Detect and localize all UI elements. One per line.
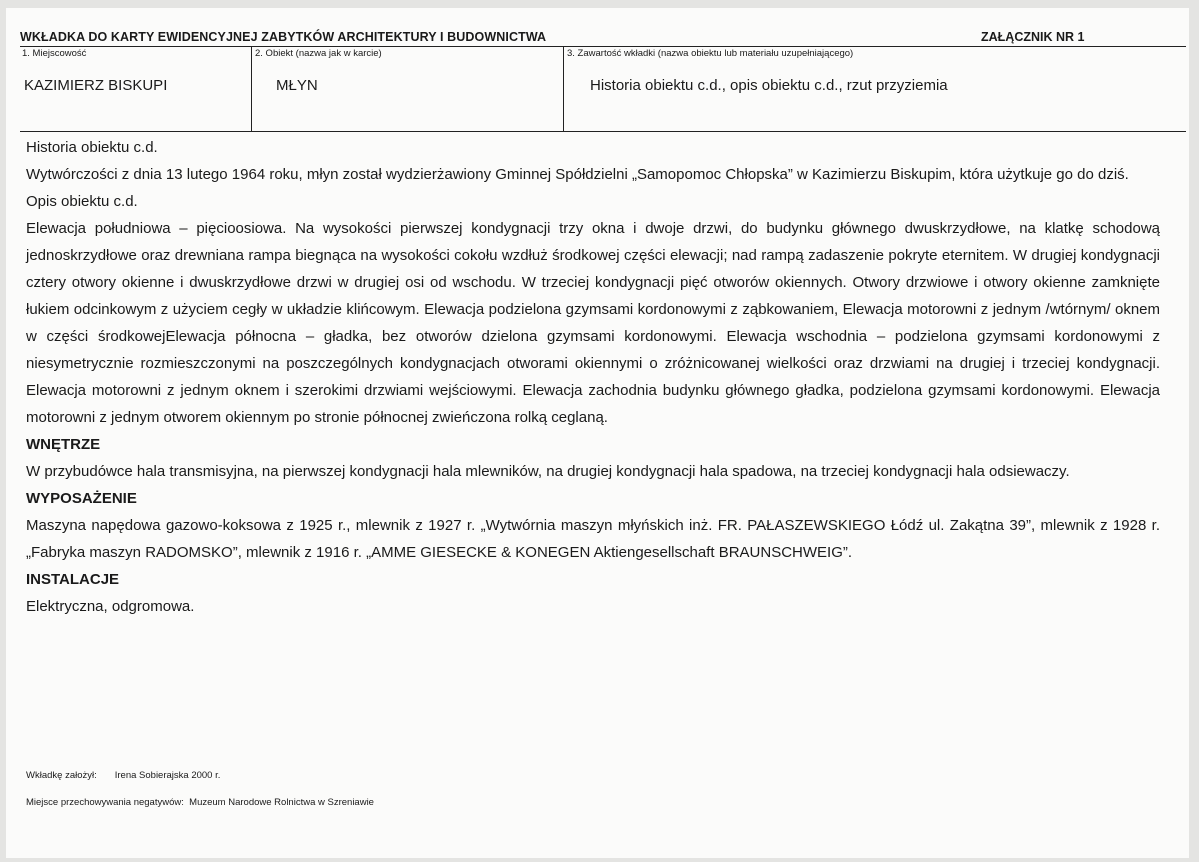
place-value: KAZIMIERZ BISKUPI [24, 77, 168, 94]
equipment-heading: WYPOSAŻENIE [26, 490, 137, 507]
header-top-rule [20, 46, 1186, 47]
history-paragraph: Wytwórczości z dnia 13 lutego 1964 roku, młyn został wydzierżawiony Gminnej Spółdzielni „Samopomoc Chłopska” w Kazimierzu Biskupim, która użytkuje go do dziś. [26, 166, 1129, 183]
contents-label: 3. Zawartość wkładki (nazwa obiektu lub materiału uzupełniającego) [567, 48, 854, 59]
document-title: WKŁADKA DO KARTY EWIDENCYJNEJ ZABYTKÓW ARCHITEKTURY I BUDOWNICTWA [20, 30, 547, 44]
contents-value: Historia obiektu c.d., opis obiektu c.d., rzut przyziemia [590, 77, 948, 94]
interior-heading: WNĘTRZE [26, 436, 101, 453]
equipment-paragraph: Maszyna napędowa gazowo-koksowa z 1925 r., mlewnik z 1927 r. „Wytwórnia maszyn młyńskich inż. FR. PAŁASZEWSKIEGO Łódź ul. Zakątna 39”, mlewnik z 1928 r. „Fabryka maszyn RADOMSKO”, mlewnik z 1916 r. „AMME GIESECKE & KONEGEN Aktiengesellschaft BRAUNSCHWEIG”. [26, 517, 1160, 561]
document-sheet [6, 8, 1189, 858]
description-heading: Opis obiektu c.d. [26, 193, 138, 210]
author-label: Wkładkę założył: [26, 770, 97, 781]
place-label: 1. Miejscowość [22, 48, 87, 59]
negatives-label: Miejsce przechowywania negatywów: [26, 797, 184, 808]
object-value: MŁYN [276, 77, 318, 94]
author-line [26, 770, 220, 782]
field-divider-2 [563, 46, 564, 132]
object-label: 2. Obiekt (nazwa jak w karcie) [255, 48, 382, 59]
field-divider-1 [251, 46, 252, 132]
document-body [26, 134, 1160, 620]
description-paragraph: Elewacja południowa – pięcioosiowa. Na wysokości pierwszej kondygnacji trzy okna i dwoje drzwi, do budynku głównego dwuskrzydłowe, na klatkę schodową jednoskrzydłowe oraz drewniana rampa biegnąca na wysokości cokołu wzdłuż środkowej części elewacji; nad rampą zadaszenie pokryte eternitem. W drugiej kondygnacji cztery otwory okienne i dwuskrzydłowe drzwi w drugiej osi od wschodu. W trzeciej kondygnacji pięć otworów okiennych. Otwory drzwiowe i otwory okienne zamknięte łukiem odcinkowym z użyciem cegły w układzie klińcowym. Elewacja podzielona gzymsami kordonowymi z ząbkowaniem, Elewacja motorowni z jednym /wtórnym/ oknem w części środkowejElewacja północna – gładka, bez otworów dzielona gzymsami kordonowymi. Elewacja wschodnia – podzielona gzymsami kordonowymi z niesymetrycznie rozmieszczonymi na poszczególnych kondygnacjach otworami okiennymi o zróżnicowanej wielkości oraz drzwiami na drugiej i trzeciej kondygnacji. Elewacja motorowni z jednym oknem i szerokimi drzwiami wejściowymi. Elewacja zachodnia budynku głównego gładka, podzielona gzymsami kordonowymi. Elewacja motorowni z jednym otworem okiennym po stronie północnej zwieńczona rolką ceglaną. [26, 220, 1160, 426]
history-heading: Historia obiektu c.d. [26, 139, 158, 156]
author-value: Irena Sobierajska 2000 r. [114, 770, 221, 781]
installations-heading: INSTALACJE [26, 571, 120, 588]
negatives-value: Muzeum Narodowe Rolnictwa w Szreniawie [189, 797, 374, 808]
header-bottom-rule [20, 131, 1186, 132]
attachment-number: ZAŁĄCZNIK NR 1 [981, 30, 1085, 44]
negatives-line [26, 797, 374, 809]
interior-paragraph: W przybudówce hala transmisyjna, na pierwszej kondygnacji hala mlewników, na drugiej kondygnacji hala spadowa, na trzeciej kondygnacji hala odsiewaczy. [26, 463, 1070, 480]
installations-paragraph: Elektryczna, odgromowa. [26, 598, 195, 615]
